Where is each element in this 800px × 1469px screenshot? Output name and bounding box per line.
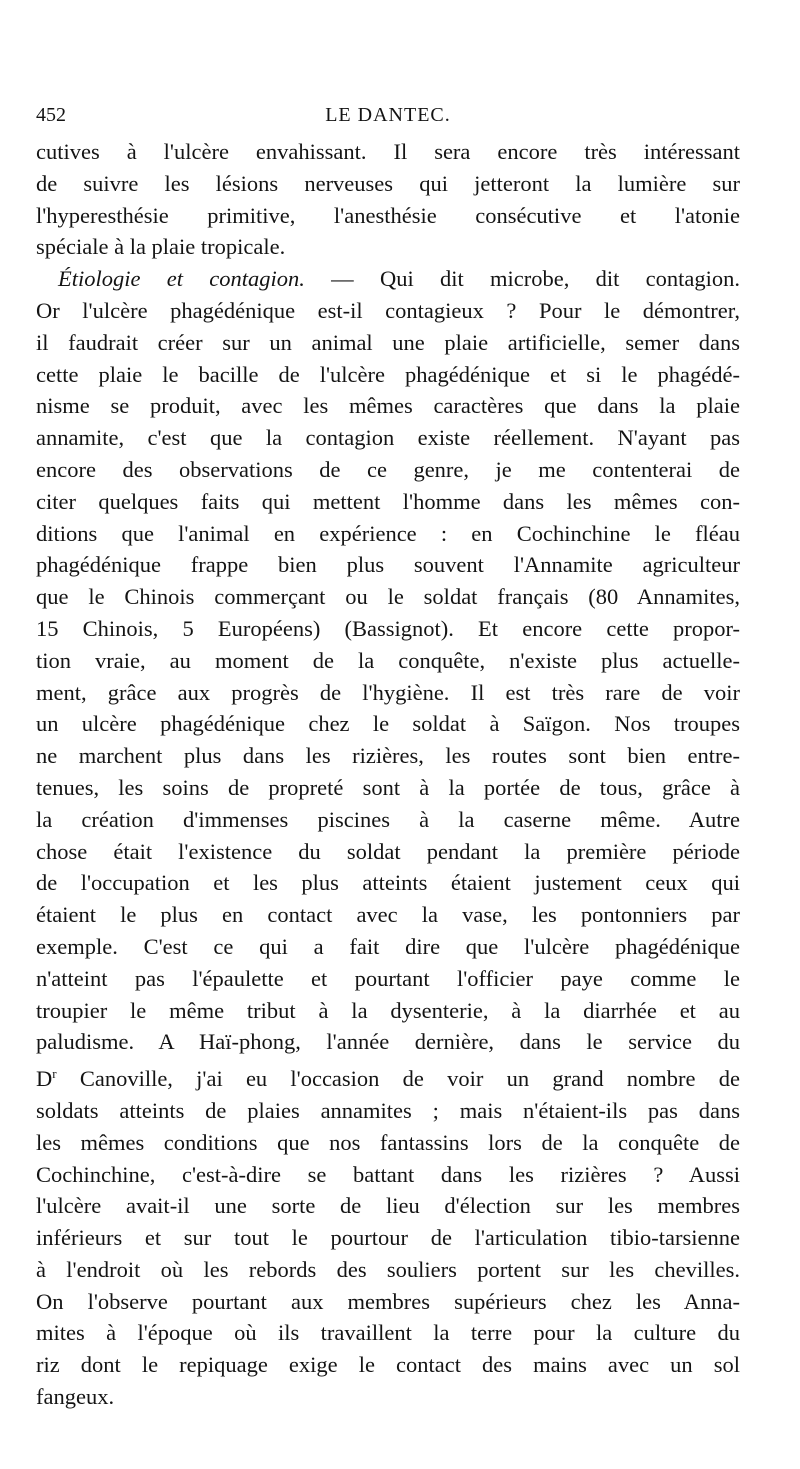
text-line: n'atteint pas l'épaulette et pourtant l'officier paye comme le xyxy=(36,965,740,991)
text-line: ment, grâce aux progrès de l'hygiène. Il est très rare de voir xyxy=(36,679,740,705)
text-line: cette plaie le bacille de l'ulcère phagédénique et si le phagédé- xyxy=(36,361,740,387)
section-heading: Étiologie et contagion. xyxy=(58,266,305,292)
text-line: encore des observations de ce genre, je me contenterai de xyxy=(36,456,740,482)
text-line: que le Chinois commerçant ou le soldat français (80 Annamites, xyxy=(36,584,740,610)
text-line: l'ulcère avait-il une sorte de lieu d'élection sur les membres xyxy=(36,1193,740,1219)
text-line: à l'endroit où les rebords des souliers portent sur les chevilles. xyxy=(36,1256,740,1282)
text-line xyxy=(36,1058,740,1095)
text-line: il faudrait créer sur un animal une plaie artificielle, semer dans xyxy=(36,329,740,355)
text-line: annamite, c'est que la contagion existe réellement. N'ayant pas xyxy=(36,425,740,451)
paragraph-etiologie xyxy=(36,263,740,1413)
running-head: LE DANTEC. xyxy=(325,104,451,126)
body-text xyxy=(36,136,740,1413)
text-line: riz dont le repiquage exige le contact des mains avec un sol xyxy=(36,1352,740,1378)
text-line: de suivre les lésions nerveuses qui jetteront la lumière sur xyxy=(36,170,740,196)
text-line: phagédénique frappe bien plus souvent l'Annamite agriculteur xyxy=(36,552,740,578)
text-line: paludisme. A Haï-phong, l'année dernière, dans le service du xyxy=(36,1029,740,1055)
page-header xyxy=(36,100,740,130)
text-line xyxy=(36,263,740,295)
text-span: Canoville, j'ai eu l'occasion de voir un grand nombre de xyxy=(56,1066,740,1092)
text-line: ditions que l'animal en expérience : en Cochinchine le fléau xyxy=(36,520,740,546)
text-line: Cochinchine, c'est-à-dire se battant dans les rizières ? Aussi xyxy=(36,1161,740,1187)
text-line: exemple. C'est ce qui a fait dire que l'ulcère phagédénique xyxy=(36,933,740,959)
text-line: ne marchent plus dans les rizières, les routes sont bien entre- xyxy=(36,743,740,769)
text-line: l'hyperesthésie primitive, l'anesthésie consécutive et l'atonie xyxy=(36,202,740,228)
text-line: soldats atteints de plaies annamites ; mais n'étaient-ils pas dans xyxy=(36,1097,740,1123)
doctor-abbrev: D xyxy=(36,1066,53,1092)
text-line: Or l'ulcère phagédénique est-il contagieux ? Pour le démontrer, xyxy=(36,297,740,323)
text-line: 15 Chinois, 5 Européens) (Bassignot). Et encore cette propor- xyxy=(36,615,740,641)
paragraph-continuation xyxy=(36,136,740,263)
text-line: la création d'immenses piscines à la caserne même. Autre xyxy=(36,806,740,832)
text-line: fangeux. xyxy=(36,1384,115,1410)
text-line: étaient le plus en contact avec la vase, les pontonniers par xyxy=(36,902,740,928)
text-line: tenues, les soins de propreté sont à la portée de tous, grâce à xyxy=(36,774,740,800)
page-number: 452 xyxy=(36,104,66,126)
text-line: chose était l'existence du soldat pendant la première période xyxy=(36,838,740,864)
text-line: cutives à l'ulcère envahissant. Il sera encore très intéressant xyxy=(36,139,740,164)
text-span: — Qui dit microbe, dit contagion. xyxy=(331,266,740,292)
text-line: mites à l'époque où ils travaillent la terre pour la culture du xyxy=(36,1320,740,1346)
text-line: un ulcère phagédénique chez le soldat à Saïgon. Nos troupes xyxy=(36,711,740,737)
text-line: citer quelques faits qui mettent l'homme dans les mêmes con- xyxy=(36,488,740,514)
text-line: On l'observe pourtant aux membres supérieurs chez les Anna- xyxy=(36,1288,740,1314)
text-line: spéciale à la plaie tropicale. xyxy=(36,234,286,260)
text-line: inférieurs et sur tout le pourtour de l'articulation tibio-tarsienne xyxy=(36,1225,740,1251)
text-line: troupier le même tribut à la dysenterie, à la diarrhée et au xyxy=(36,997,740,1023)
doctor-abbrev-superscript: r xyxy=(52,1066,57,1082)
text-line: nisme se produit, avec les mêmes caractères que dans la plaie xyxy=(36,393,740,419)
text-line: les mêmes conditions que nos fantassins lors de la conquête de xyxy=(36,1129,740,1155)
text-line: de l'occupation et les plus atteints étaient justement ceux qui xyxy=(36,870,740,896)
book-page xyxy=(36,100,740,1413)
text-line: tion vraie, au moment de la conquête, n'existe plus actuelle- xyxy=(36,647,740,673)
